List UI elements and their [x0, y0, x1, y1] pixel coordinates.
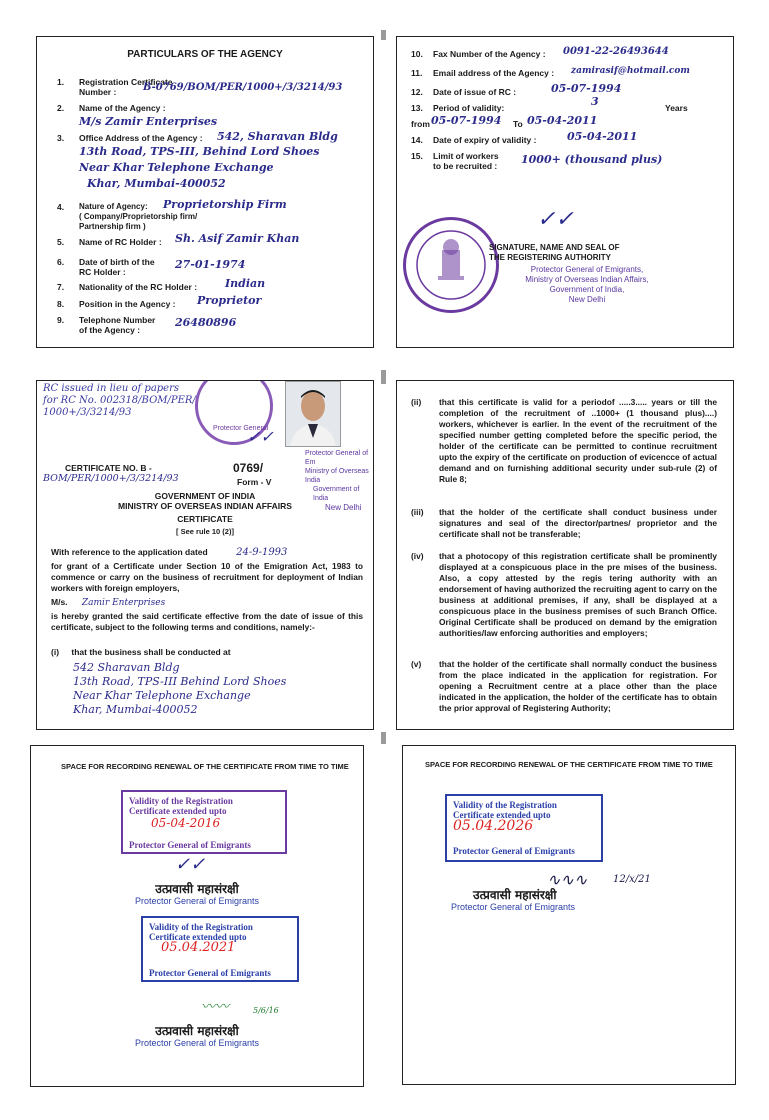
certificate-number-label: CERTIFICATE NO. B -: [65, 463, 152, 473]
item-validity: 13. Period of validity: 3 Years: [411, 95, 688, 113]
nature-value: Proprietorship Firm: [163, 198, 287, 211]
office-address-line0: 542, Sharavan Bldg: [217, 130, 338, 143]
holder-photo: [285, 381, 341, 447]
dob-value: 27-01-1974: [175, 258, 246, 271]
sign-date-1: 5/6/16: [253, 1006, 279, 1015]
panel-renewal-2: [402, 745, 736, 1085]
grant-paragraph: for grant of a Certificate under Section 10 of the Emigration Act, 1983 to commence or carry on the business of recruitment for deployment of Indian workers with foreign employers,: [51, 561, 363, 593]
registrar-signature: ✓✓: [537, 207, 574, 232]
signature-3: ∿∿∿: [547, 870, 588, 889]
item-from-to: from 05-07-1994 To 05-04-2011: [411, 114, 598, 129]
signature-caption: SIGNATURE, NAME AND SEAL OF THE REGISTERING AUTHORITY: [489, 243, 620, 262]
agency-name-value: M/s Zamir Enterprises: [79, 115, 218, 128]
item-limit: 15. Limit of workers to be recruited : 1000+ (thousand plus): [411, 151, 663, 171]
panel-agency-details: [396, 36, 734, 348]
panel-conditions: (ii) that this certificate is valid for a periodof .....3..... years or till the completion of the recruitment of ..1000+ (1 thousand plus)....) workers, whichever is earlier. In the event of the recruitment of the specified number getting completed before the specific period, the holder of the certificate can be permitted to continue recruitment upto the expiry of the certificate on production of evicencce of actual demand and on furnishing additional security under sub-rule (2) of Rule 8; (iii) that the holder of the certificate shall conduct business under signatures and seal of the director/partnes/ proprietor and the certificate shall not be transferable; (iv) that a photocopy of this registration certificate shall be prominently displayed at a conspicuous place in the pre mises of the business. Also, a copy attested by the regis tering authority with an endorsement of having authorized the recruiting agent to carry on the business at additional premises, if any, shall be displayed at a conspicuous place in the business premises of such Branch Office. Original Certificate shall be produced on demand by the emigration authorities/law enforcing authorities and employers; (v) that the holder of the certificate shall normally conduct the business from the place indicated in the application for registration. For opening a Recruitment centre at a place other than the place indicated in the application, the holder of the certificate has to obtain the prior approval of Registering Authority;: [396, 380, 734, 730]
validity-stamp-2021: Validity of the Registration Certificate extended upto 05.04.2021 Protector General of Emigrants: [141, 916, 299, 982]
binding-mark-bottom: [381, 732, 386, 744]
item-issue-date: 12. Date of issue of RC : 05-07-1994: [411, 82, 622, 97]
from-date: 05-07-1994: [431, 114, 502, 127]
form-label: Form - V: [237, 477, 272, 487]
particulars-heading: PARTICULARS OF THE AGENCY: [127, 49, 283, 60]
email-value: zamirasif@hotmail.com: [571, 66, 690, 76]
national-emblem-icon: [406, 220, 496, 310]
to-date: 05-04-2011: [527, 114, 598, 127]
renewal-heading-2: SPACE FOR RECORDING RENEWAL OF THE CERTIFICATE FROM TIME TO TIME: [425, 760, 713, 769]
granted-paragraph: is hereby granted the said certificate effective from the date of issue of this certificate, subject to the following terms and conditions, namely:-: [51, 611, 363, 632]
condition-i: (i) that the business shall be conducted at: [51, 647, 231, 657]
office-address-line3: Khar, Mumbai-400052: [87, 177, 226, 190]
hindi-title-1: उत्प्रवासी महासंरक्षी: [155, 882, 239, 896]
binding-mark-top: [381, 30, 386, 40]
item-dob: 6. Date of birth of the RC Holder : 27-01-1974: [57, 257, 246, 277]
business-address: 542 Sharavan Bldg 13th Road, TPS-III Behind Lord Shoes Near Khar Telephone Exchange Khar, Mumbai-400052: [73, 661, 287, 716]
item-fax: 10. Fax Number of the Agency : 0091-22-26493644: [411, 46, 669, 59]
item-nationality: 7. Nationality of the RC Holder : Indian: [57, 277, 266, 292]
photo-seal-text: Protector General of Em Ministry of Overseas India Government of India New Delhi: [305, 450, 369, 512]
office-address-line1: 13th Road, TPS-III, Behind Lord Shoes: [79, 145, 320, 158]
item-reg-cert: 1. Registration Certificate Number : B-0769/BOM/PER/1000+/3/3214/93: [57, 77, 343, 97]
application-date: 24-9-1993: [236, 547, 288, 558]
validity-stamp-2026: Validity of the Registration Certificate extended upto 05.04.2026 Protector General of Emigrants: [445, 794, 603, 862]
issue-date-value: 05-07-1994: [551, 82, 622, 95]
pge-caption-1: Protector General of Emigrants: [134, 896, 260, 906]
signature-2: 〰〰: [201, 999, 229, 1015]
item-office-address: 3. Office Address of the Agency : 542, Sharavan Bldg 13th Road, TPS-III, Behind Lord Shoes Near Khar Telephone Exchange Khar, Mumbai-400052: [57, 130, 338, 190]
position-value: Proprietor: [197, 294, 262, 307]
limit-value: 1000+ (thousand plus): [521, 153, 663, 166]
item-agency-name: 2. Name of the Agency : M/s Zamir Enterprises: [57, 103, 218, 128]
signature-1: ✓✓: [175, 854, 206, 875]
official-seal: [403, 217, 499, 313]
validity-value: 3: [591, 95, 599, 108]
seal-text: Protector General of Emigrants, Ministry of Overseas Indian Affairs, Government of India, New Delhi: [525, 265, 649, 304]
certificate-number-handwritten: BOM/PER/1000+/3/3214/93: [43, 473, 179, 484]
validity-date-2016: 05-04-2016: [151, 816, 221, 830]
years-word: Years: [665, 103, 688, 113]
pge-caption-3: Protector General of Emigrants: [451, 902, 576, 912]
validity-stamp-2016: Validity of the Registration Certificate extended upto 05-04-2016 Protector General of Emigrants: [121, 790, 287, 854]
telephone-value: 26480896: [175, 316, 237, 329]
reference-line: With reference to the application dated 24-9-1993: [51, 547, 288, 558]
certificate-number-value: 0769/: [233, 461, 264, 475]
sign-date-2: 12/x/21: [613, 874, 651, 885]
item-email: 11. Email address of the Agency : zamirasif@hotmail.com: [411, 66, 690, 78]
photo-signature: ✓✓: [247, 427, 274, 446]
item-rc-holder: 5. Name of RC Holder : Sh. Asif Zamir Khan: [57, 232, 300, 247]
certificate-header: GOVERNMENT OF INDIA MINISTRY OF OVERSEAS INDIAN AFFAIRS CERTIFICATE [ See rule 10 (2)]: [118, 491, 292, 536]
item-position: 8. Position in the Agency : Proprietor: [57, 294, 262, 309]
panel-certificate: [36, 380, 374, 730]
renewal-heading-1: SPACE FOR RECORDING RENEWAL OF THE CERTIFICATE FROM TIME TO TIME: [61, 762, 349, 771]
reg-cert-value: B-0769/BOM/PER/1000+/3/3214/93: [143, 82, 343, 93]
item-telephone: 9. Telephone Number of the Agency : 26480896: [57, 315, 237, 335]
hindi-title-2: उत्प्रवासी महासंरक्षी: [155, 1024, 239, 1038]
office-address-line2: Near Khar Telephone Exchange: [79, 161, 274, 174]
rc-holder-value: Sh. Asif Zamir Khan: [175, 232, 300, 245]
seal-top-text: Protector General: [213, 425, 269, 432]
hindi-title-3: उत्प्रवासी महासंरक्षी: [473, 888, 557, 902]
handwritten-note: RC issued in lieu of papers for RC No. 002318/BOM/PER/ 1000+/3/3214/93: [43, 383, 196, 418]
ms-line: M/s. Zamir Enterprises: [51, 597, 166, 608]
panel-particulars: [36, 36, 374, 348]
nationality-value: Indian: [225, 277, 266, 290]
expiry-value: 05-04-2011: [567, 130, 638, 143]
fax-value: 0091-22-26493644: [563, 46, 669, 57]
person-photo-icon: [286, 382, 340, 446]
panel-renewal-1: [30, 745, 364, 1087]
item-expiry: 14. Date of expiry of validity : 05-04-2011: [411, 130, 638, 145]
item-nature: 4. Nature of Agency: ( Company/Proprietorship firm/ Partnership firm ) Proprietorship Firm: [57, 198, 287, 231]
pge-caption-2: Protector General of Emigrants: [134, 1038, 260, 1048]
binding-mark-middle: [381, 370, 386, 384]
ms-value: Zamir Enterprises: [81, 598, 166, 608]
validity-date-2021: 05.04.2021: [161, 940, 236, 955]
validity-date-2026: 05.04.2026: [453, 818, 534, 834]
